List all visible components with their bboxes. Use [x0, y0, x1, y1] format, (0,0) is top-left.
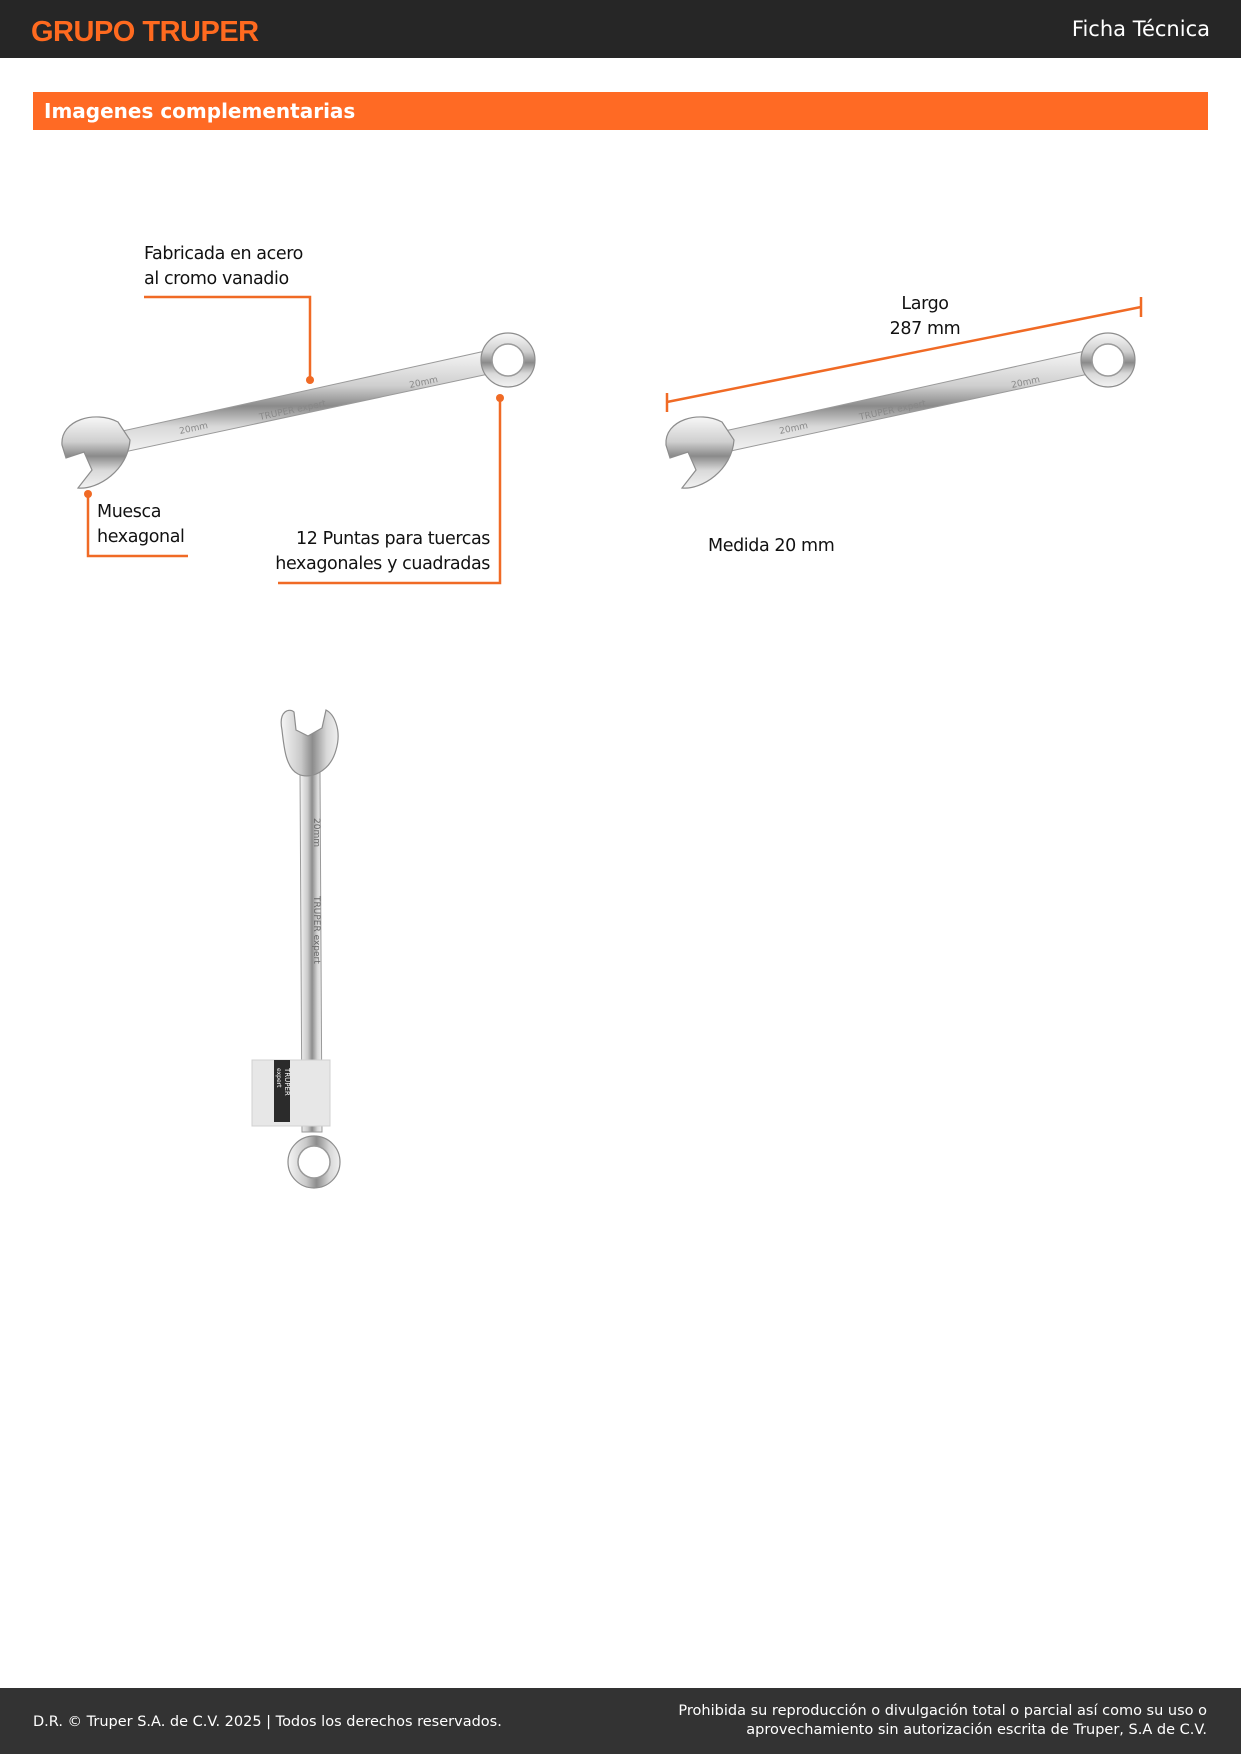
document-title: Ficha Técnica	[1071, 17, 1210, 41]
length-label	[850, 292, 1000, 342]
footer-copyright: D.R. © Truper S.A. de C.V. 2025 | Todos los derechos reservados.	[33, 1714, 502, 1730]
callout-points-line2: hexagonales y cuadradas	[275, 554, 490, 574]
wrench-brand-3: TRUPER expert	[311, 896, 321, 964]
wrench-image-3	[230, 700, 380, 1200]
brand-logo: GRUPO TRUPER	[31, 16, 259, 48]
footer-legal-line2: aprovechamiento sin autorización escrita de Truper, S.A de C.V.	[746, 1722, 1207, 1738]
tag-brand: TRUPER	[283, 1068, 291, 1096]
wrench-marking-1b: 20mm	[408, 375, 439, 391]
length-label-line1: Largo	[901, 294, 949, 314]
callout-material-line1: Fabricada en acero	[144, 244, 303, 264]
footer-legal-line1: Prohibida su reproducción o divulgación total o parcial así como su uso o	[678, 1703, 1207, 1719]
product-tag	[252, 1060, 330, 1126]
wrench-marking-2b: 20mm	[1010, 375, 1041, 391]
callout-material-line2: al cromo vanadio	[144, 269, 289, 289]
length-label-line2: 287 mm	[889, 319, 961, 339]
size-label: Medida 20 mm	[708, 536, 835, 556]
callout-notch-line1: Muesca	[97, 502, 162, 522]
callout-points	[270, 527, 490, 577]
callout-material	[144, 242, 303, 292]
wrench-brand-1: TRUPER expert	[258, 399, 327, 423]
callout-notch-line2: hexagonal	[97, 527, 185, 547]
footer-bar	[0, 1688, 1241, 1754]
figure-vertical-wrench	[230, 700, 380, 1200]
figure-annotated-wrench	[0, 0, 620, 640]
wrench-brand-2: TRUPER expert	[858, 399, 927, 423]
callout-notch	[97, 500, 185, 550]
section-title: Imagenes complementarias	[44, 99, 356, 123]
tag-sub: expert	[275, 1068, 282, 1088]
figure-dimensioned-wrench	[620, 0, 1241, 640]
footer-legal	[678, 1702, 1207, 1740]
wrench-shape	[62, 333, 535, 488]
wrench-marking-2: 20mm	[778, 421, 809, 437]
wrench-marking-3: 20mm	[311, 818, 321, 847]
callout-points-line1: 12 Puntas para tuercas	[295, 529, 490, 549]
wrench-marking-1: 20mm	[178, 421, 209, 437]
